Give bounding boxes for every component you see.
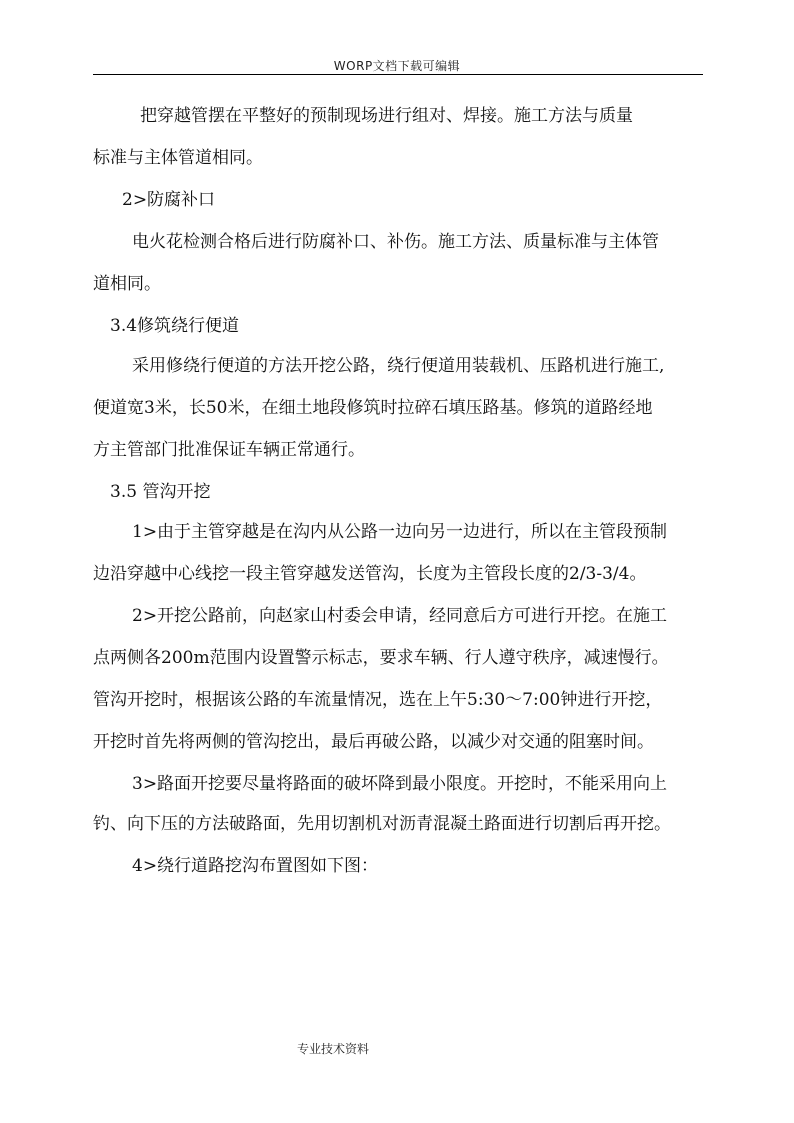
paragraph-line: 道相同。 — [93, 274, 161, 294]
list-item-line: 边沿穿越中心线挖一段主管穿越发送管沟，长度为主管段长度的2/3-3/4。 — [93, 564, 647, 584]
paragraph-line: 标准与主体管道相同。 — [93, 148, 263, 168]
header-title: WORP文档下载可编辑 — [333, 59, 461, 73]
list-item-line: 3>路面开挖要尽量将路面的破坏降到最小限度。开挖时，不能采用向上 — [132, 774, 668, 794]
list-item-line: 点两侧各200m范围内设置警示标志，要求车辆、行人遵守秩序，减速慢行。 — [93, 648, 669, 668]
list-item-line: 管沟开挖时，根据该公路的车流量情况，选在上午5:30～7:00钟进行开挖， — [93, 690, 663, 710]
list-item-line: 开挖时首先将两侧的管沟挖出，最后再破公路，以减少对交通的阻塞时间。 — [93, 732, 654, 752]
subheading-anticorrosion: 2>防腐补口 — [122, 190, 216, 210]
section-heading-3-4: 3.4修筑绕行便道 — [110, 316, 240, 336]
list-item-line: 2>开挖公路前，向赵家山村委会申请，经同意后方可进行开挖。在施工 — [132, 606, 668, 626]
list-item-line: 钓、向下压的方法破路面，先用切割机对沥青混凝土路面进行切割后再开挖。 — [93, 814, 671, 834]
section-heading-3-5: 3.5 管沟开挖 — [110, 482, 211, 502]
list-item-line: 1>由于主管穿越是在沟内从公路一边向另一边进行，所以在主管段预制 — [132, 522, 668, 542]
paragraph-line: 便道宽3米，长50米，在细土地段修筑时拉碎石填压路基。修筑的道路经地 — [93, 398, 653, 418]
paragraph-line: 把穿越管摆在平整好的预制现场进行组对、焊接。施工方法与质量 — [140, 106, 633, 126]
header-divider — [93, 74, 703, 75]
list-item-line: 4>绕行道路挖沟布置图如下图： — [132, 856, 379, 876]
paragraph-line: 方主管部门批准保证车辆正常通行。 — [93, 440, 365, 460]
page-footer: 专业技术资料 — [297, 1042, 370, 1056]
paragraph-line: 电火花检测合格后进行防腐补口、补伤。施工方法、质量标准与主体管 — [132, 232, 659, 252]
paragraph-line: 采用修绕行便道的方法开挖公路，绕行便道用装载机、压路机进行施工, — [132, 356, 665, 376]
